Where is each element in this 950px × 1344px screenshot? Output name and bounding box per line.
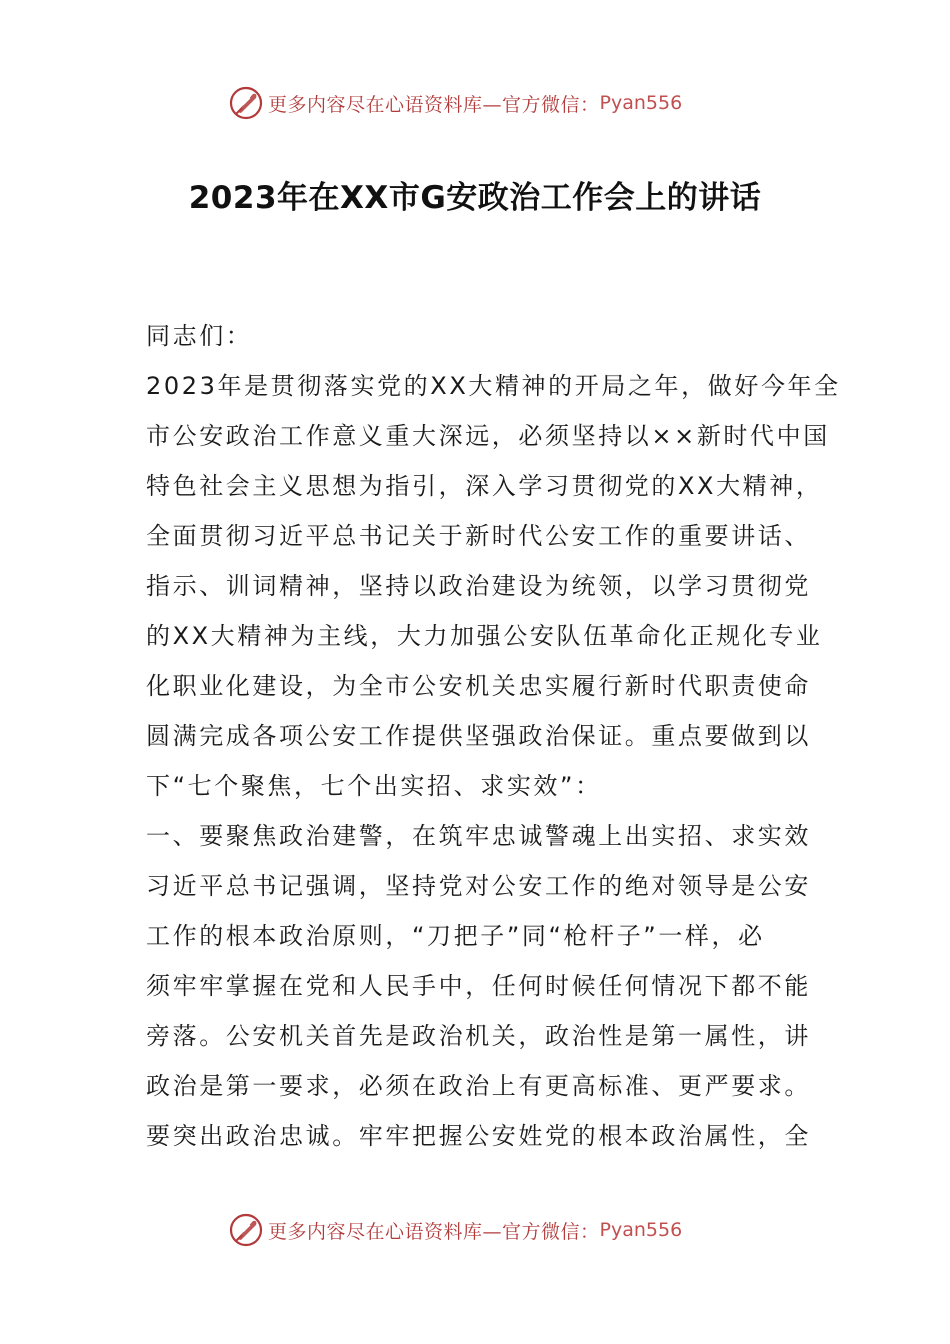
watermark-banner-bottom [228, 1210, 728, 1250]
section-heading: 一、要聚焦政治建警，在筑牢忠诚警魂上出实招、求实效 [146, 822, 811, 850]
paragraph-line: 旁落。公安机关首先是政治机关，政治性是第一属性，讲 [146, 1022, 811, 1050]
wechat-id: Pyan556 [599, 92, 683, 114]
paragraph-line: 政治是第一要求，必须在政治上有更高标准、更严要求。 [146, 1072, 811, 1100]
paragraph-line: 工作的根本政治原则，“刀把子”同“枪杆子”一样，必 [146, 922, 765, 950]
paragraph-line: 下“七个聚焦，七个出实招、求实效”： [146, 772, 602, 800]
paragraph-line: 化职业化建设，为全市公安机关忠实履行新时代职责使命 [146, 672, 811, 700]
watermark-text: 更多内容尽在心语资料库—官方微信： [268, 1220, 600, 1243]
paragraph-line: 须牢牢掌握在党和人民手中，任何时候任何情况下都不能 [146, 972, 811, 1000]
paragraph-line: 特色社会主义思想为指引，深入学习贯彻党的XX大精神， [146, 472, 823, 500]
paragraph-line: 指示、训词精神，坚持以政治建设为统领，以学习贯彻党 [146, 572, 811, 600]
document-title: 2023年在XX市G安政治工作会上的讲话 [188, 180, 762, 216]
watermark-text: 更多内容尽在心语资料库—官方微信： [268, 93, 600, 116]
paragraph-line: 习近平总书记强调，坚持党对公安工作的绝对领导是公安 [146, 872, 811, 900]
feather-pen-logo-icon [228, 85, 264, 121]
watermark-banner-top [228, 83, 728, 123]
paragraph-line: 市公安政治工作意义重大深远，必须坚持以××新时代中国 [146, 422, 830, 450]
paragraph-line: 的XX大精神为主线，大力加强公安队伍革命化正规化专业 [146, 622, 823, 650]
wechat-id: Pyan556 [599, 1219, 683, 1241]
paragraph-line: 全面贯彻习近平总书记关于新时代公安工作的重要讲话、 [146, 522, 811, 550]
salutation: 同志们： [146, 322, 253, 350]
paragraph-line: 2023年是贯彻落实党的XX大精神的开局之年，做好今年全 [146, 372, 841, 400]
paragraph-line: 圆满完成各项公安工作提供坚强政治保证。重点要做到以 [146, 722, 811, 750]
feather-pen-logo-icon [228, 1212, 264, 1248]
document-body [146, 311, 841, 1161]
paragraph-line: 要突出政治忠诚。牢牢把握公安姓党的根本政治属性，全 [146, 1122, 811, 1150]
